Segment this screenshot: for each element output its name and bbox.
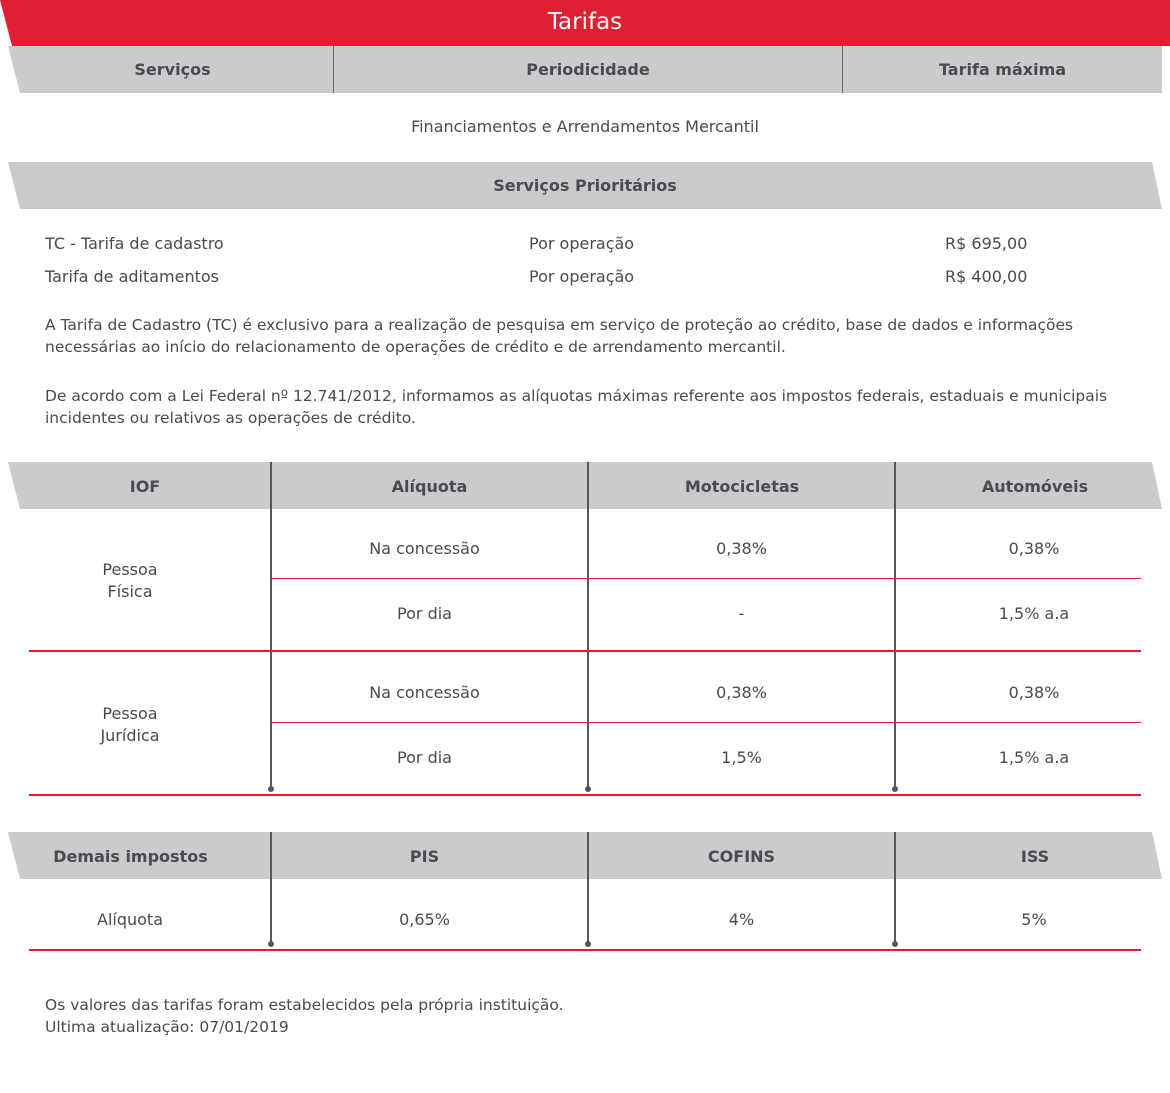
iof-divider-3	[894, 462, 896, 789]
iof-cell-autos: 1,5% a.a	[998, 604, 1070, 623]
iof-divider-1	[270, 462, 272, 789]
iof-cell-motos: 0,38%	[716, 539, 767, 558]
iof-cell-aliquota: Por dia	[397, 748, 452, 767]
other-taxes-header-iss: ISS	[1020, 847, 1050, 866]
other-taxes-bottom	[29, 949, 1141, 951]
iof-group-label-line1: Pessoa	[102, 704, 158, 723]
iof-cell-aliquota: Na concessão	[369, 539, 480, 558]
iof-table-bottom	[29, 794, 1141, 796]
services-header-tarifa-maxima: Tarifa máxima	[938, 60, 1067, 79]
iof-divider-2	[587, 462, 589, 789]
footer-last-updated: Ultima atualização: 07/01/2019	[45, 1018, 289, 1036]
other-taxes-divider-2-end	[585, 941, 591, 947]
other-taxes-cell-iss: 5%	[1021, 910, 1047, 929]
iof-header-motocicletas: Motocicletas	[684, 477, 800, 496]
service-price: R$ 695,00	[945, 234, 1028, 253]
other-taxes-header-pis: PIS	[409, 847, 440, 866]
iof-cell-motos: 0,38%	[716, 683, 767, 702]
iof-cell-autos: 1,5% a.a	[998, 748, 1070, 767]
iof-group-label	[20, 559, 240, 603]
other-taxes-divider-3-end	[892, 941, 898, 947]
other-taxes-header-cofins: COFINS	[707, 847, 776, 866]
page-title: Tarifas	[547, 9, 623, 35]
iof-row-separator	[271, 578, 1141, 579]
iof-divider-2-end	[585, 786, 591, 792]
other-taxes-header-demais: Demais impostos	[53, 847, 208, 866]
other-taxes-divider-1-end	[268, 941, 274, 947]
iof-row-separator	[271, 722, 1141, 723]
iof-divider-1-end	[268, 786, 274, 792]
iof-header-aliquota: Alíquota	[391, 477, 468, 496]
other-taxes-cell-label: Alíquota	[97, 910, 163, 929]
iof-cell-motos: 1,5%	[721, 748, 762, 767]
footer-note: Os valores das tarifas foram estabelecidos pela própria instituição.	[45, 996, 564, 1014]
iof-cell-motos: -	[738, 604, 745, 623]
iof-cell-autos: 0,38%	[1008, 683, 1060, 702]
iof-group-label	[20, 703, 240, 747]
services-header-periodicidade: Periodicidade	[526, 60, 650, 79]
iof-group-label-line2: Física	[107, 582, 153, 601]
iof-header-automoveis: Automóveis	[981, 477, 1089, 496]
other-taxes-cell-cofins: 4%	[728, 910, 755, 929]
services-header-servicos: Serviços	[134, 60, 211, 79]
service-period: Por operação	[529, 267, 635, 286]
iof-cell-aliquota: Na concessão	[369, 683, 480, 702]
service-price: R$ 400,00	[945, 267, 1028, 286]
service-period: Por operação	[529, 234, 635, 253]
tc-description: A Tarifa de Cadastro (TC) é exclusivo para a realização de pesquisa em serviço de proteção ao crédito, base de dados e informações necessárias ao início do relacionamento de operações de crédito e de arrendamento mercantil.	[45, 316, 1074, 356]
iof-divider-3-end	[892, 786, 898, 792]
iof-group-label-line1: Pessoa	[102, 560, 158, 579]
service-name: Tarifa de aditamentos	[45, 267, 220, 286]
iof-cell-autos: 0,38%	[1008, 539, 1060, 558]
iof-cell-aliquota: Por dia	[397, 604, 452, 623]
other-taxes-cell-pis: 0,65%	[399, 910, 450, 929]
priority-header-title: Serviços Prioritários	[493, 176, 677, 195]
iof-group-label-line2: Jurídica	[100, 726, 160, 745]
tax-law-notice: De acordo com a Lei Federal nº 12.741/2012, informamos as alíquotas máximas referente aos impostos federais, estaduais e municipais incidentes ou relativos as operações de crédito.	[45, 387, 1108, 427]
iof-header-iof: IOF	[129, 477, 161, 496]
service-name: TC - Tarifa de cadastro	[45, 234, 224, 253]
section-label: Financiamentos e Arrendamentos Mercantil	[411, 117, 759, 136]
iof-group-separator	[29, 650, 1141, 652]
